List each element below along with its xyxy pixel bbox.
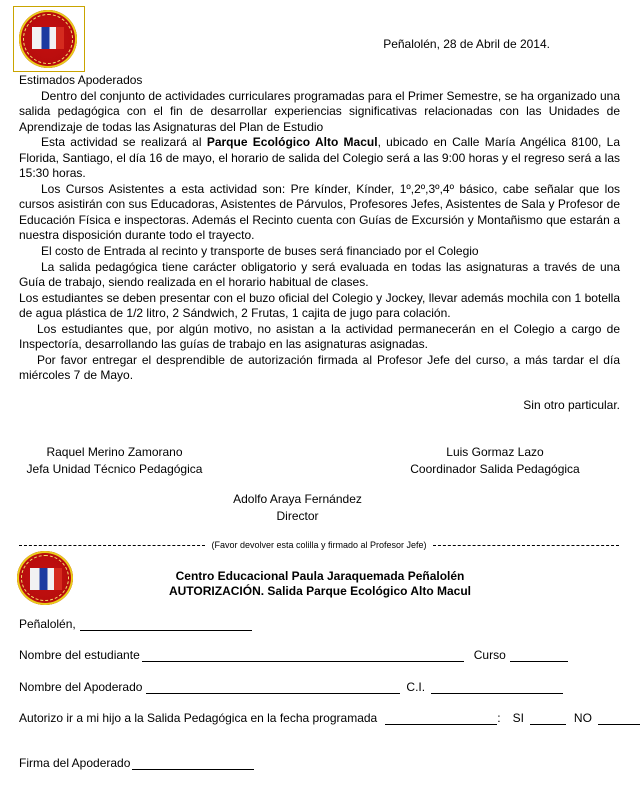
signer-name: Luis Gormaz Lazo [446, 445, 544, 459]
guardian-label: Nombre del Apoderado [19, 680, 143, 694]
signature-right [400, 444, 590, 478]
greeting: Estimados Apoderados [19, 73, 143, 87]
paragraph-location [19, 135, 620, 182]
place-input[interactable] [80, 618, 252, 631]
signer-name: Adolfo Araya Fernández [233, 492, 362, 506]
paragraph-courses: Los Cursos Asistentes a esta actividad son: Pre kínder, Kínder, 1º,2º,3º,4º básico, cabe señalar que los cursos asistirán con sus Educadoras, Asistentes de Párvulos, Profesores Jefes, Asistentes de Sala y Profesor de Educación Física e inspectoras. Además el Recinto cuenta con Guías de Excursión y Montañismo que estarán a nuestra disposición durante todo el trayecto. [19, 181, 620, 243]
school-name: Centro Educacional Paula Jaraquemada Peñalolén [175, 569, 465, 583]
paragraph-absence: Los estudiantes que, por algún motivo, no asistan a la actividad permanecerán en el Colegio a cargo de Inspectoría, desarrollando las guías de trabajo en las asignaturas asignadas. [19, 321, 620, 352]
signer-name: Raquel Merino Zamorano [46, 445, 183, 459]
signature-input[interactable] [132, 757, 254, 770]
student-name-input[interactable] [142, 649, 464, 662]
seal-emblem [30, 568, 62, 590]
course-label: Curso [473, 648, 506, 662]
yes-label: SI [512, 711, 524, 725]
ci-input[interactable] [431, 681, 563, 694]
signer-role: Jefa Unidad Técnico Pedagógica [26, 462, 203, 476]
authorization-field [19, 711, 640, 725]
park-name: Parque Ecológico Alto Macul [206, 135, 378, 150]
paragraph-evaluation: La salida pedagógica tiene carácter obligatorio y será evaluada en todas las asignaturas a través de una Guía de trabajo, siendo realizada en el horario habitual de clases. [19, 259, 620, 290]
paragraph-return: Por favor entregar el desprendible de autorización firmada al Profesor Jefe del curso, a más tardar el día miércoles 7 de Mayo. [19, 352, 620, 383]
place-field [19, 617, 252, 631]
signature-label: Firma del Apoderado [19, 756, 131, 770]
school-seal-icon [17, 551, 73, 605]
no-input[interactable] [598, 712, 640, 725]
guardian-field [19, 680, 563, 694]
paragraph-requirements: Los estudiantes se deben presentar con el buzo oficial del Colegio y Jockey, llevar además mochila con 1 botella de agua plástica de 1/2 litro, 2 Sándwich, 2 Frutas, 1 cajita de jugo para colación. [19, 290, 620, 321]
location-suffix: , ubicado en Calle María Angélica 8100, La Florida, Santiago, el día 16 de mayo, el horario de salida del Colegio será a las 9:00 horas y el regreso será a las 15:30 horas. [19, 135, 621, 181]
dashed-divider [433, 545, 619, 546]
letter-body [19, 73, 620, 384]
signer-role: Coordinador Salida Pedagógica [410, 462, 580, 476]
signature-director [210, 491, 385, 525]
paragraph-cost: El costo de Entrada al recinto y transporte de buses será financiado por el Colegio [41, 244, 479, 259]
authorization-title: AUTORIZACIÓN. Salida Parque Ecológico Alto Macul [168, 584, 472, 598]
guardian-name-input[interactable] [146, 681, 400, 694]
no-label: NO [573, 711, 592, 725]
course-input[interactable] [510, 649, 568, 662]
paragraph-intro: Dentro del conjunto de actividades curriculares programadas para el Primer Semestre, se ha organizado una salida pedagógica con el fin de desarrollar experiencias significativas relacionadas con las Unidades de Aprendizaje de todas las Asignaturas del Plan de Estudio [19, 88, 620, 134]
slip-header [100, 569, 540, 599]
school-seal-icon [19, 10, 77, 68]
cut-note: (Favor devolver esta colilla y firmado al Profesor Jefe) [211, 540, 427, 550]
slip-logo [16, 551, 78, 607]
authorize-label: Autorizo ir a mi hijo a la Salida Pedagógica en la fecha programada [19, 711, 378, 725]
date-line: Peñalolén, 28 de Abril de 2014. [383, 37, 550, 51]
student-field [19, 648, 568, 662]
seal-emblem [32, 27, 64, 49]
student-label: Nombre del estudiante [19, 648, 140, 662]
cut-line [19, 537, 619, 553]
dashed-divider [19, 545, 205, 546]
signature-field [19, 756, 254, 770]
place-label: Peñalolén, [19, 617, 76, 631]
closing-line: Sin otro particular. [523, 398, 620, 412]
school-logo [13, 6, 85, 72]
date-input[interactable] [385, 712, 497, 725]
yes-input[interactable] [530, 712, 566, 725]
location-prefix: Esta actividad se realizará al [41, 135, 207, 150]
colon: : [497, 711, 501, 725]
signature-left [22, 444, 207, 478]
ci-label: C.I. [406, 680, 426, 694]
signer-role: Director [276, 509, 319, 523]
